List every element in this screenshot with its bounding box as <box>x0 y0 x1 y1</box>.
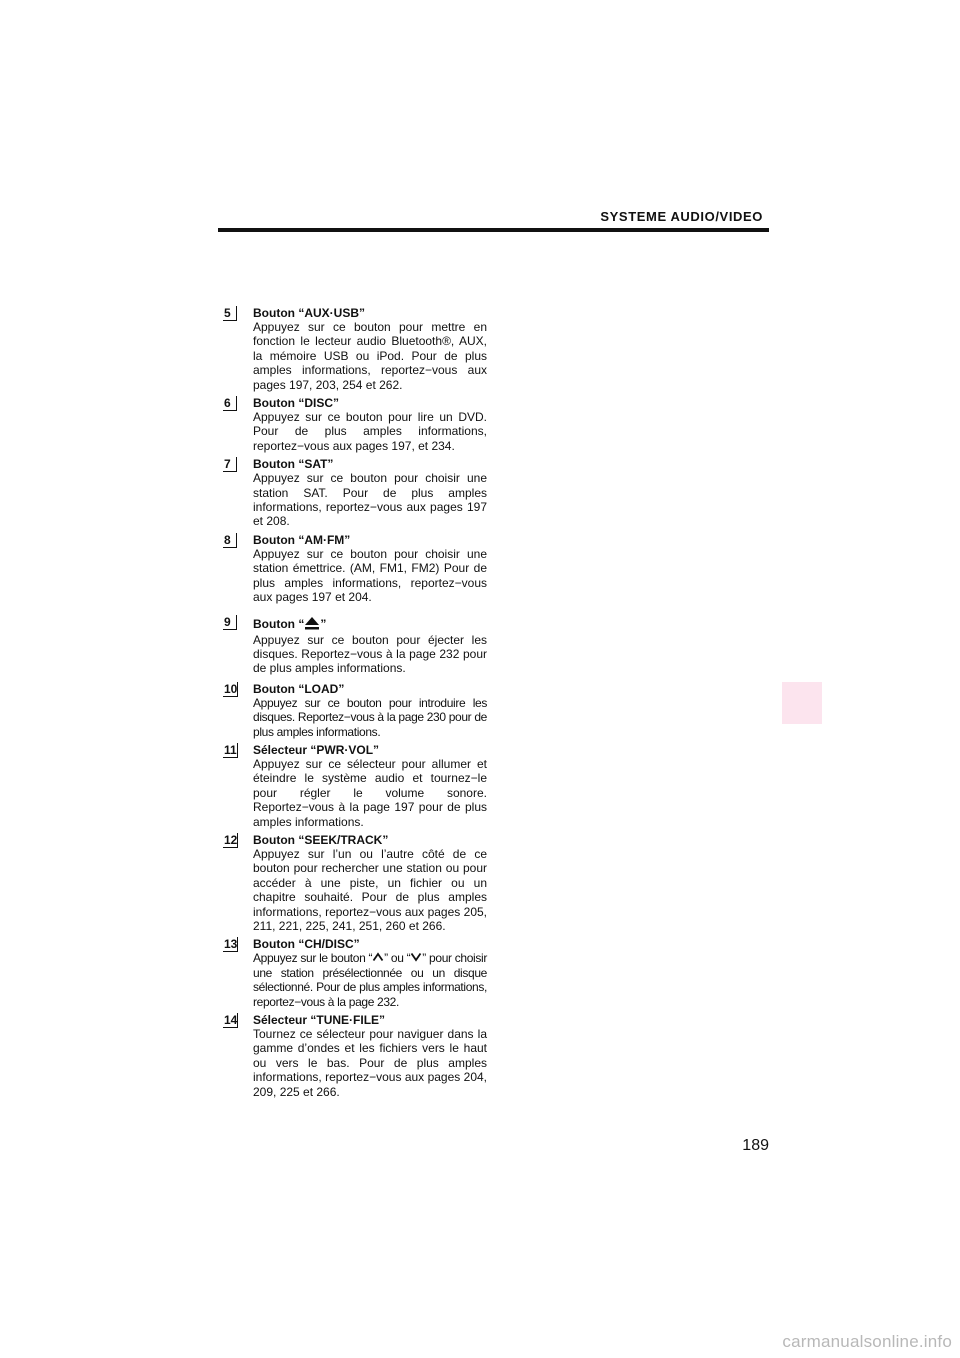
item-number: 13 <box>224 937 238 952</box>
item-description: Appuyez sur ce bouton pour choisir une station SAT. Pour de plus amples informations, reportez−vous aux pages 197 et 208. <box>253 471 487 529</box>
item-title: Sélecteur “PWR·VOL” <box>253 742 380 757</box>
item-title: Bouton “DISC” <box>253 396 339 411</box>
title-prefix: Bouton “ <box>253 616 305 631</box>
watermark: carmanualsonline.info <box>782 1332 952 1351</box>
eject-icon <box>304 616 320 630</box>
item-title: Bouton “CH/DISC” <box>253 937 360 952</box>
desc-part-3: ” pour choisir une station présélectionnée ou un disque sélectionné. Pour de plus amples informations, reportez−vous à la page 232. <box>253 951 487 1009</box>
item-title: Bouton “LOAD” <box>253 681 345 696</box>
title-suffix: ” <box>320 616 327 631</box>
item-number: 11 <box>224 742 237 757</box>
list-item <box>223 937 487 1009</box>
list-item <box>223 396 487 453</box>
item-title: Bouton “SAT” <box>253 457 334 472</box>
list-item <box>223 1013 487 1099</box>
button-description-list <box>223 306 487 1103</box>
list-item <box>223 743 487 829</box>
item-number: 5 <box>223 306 237 321</box>
item-title: Bouton “SEEK/TRACK” <box>253 832 389 847</box>
item-title: Bouton “AM·FM” <box>253 532 351 547</box>
list-item <box>223 306 487 392</box>
list-item <box>223 457 487 529</box>
item-description: Appuyez sur ce bouton pour éjecter les disques. Reportez−vous à la page 232 pour de plus amples informations. <box>253 632 487 676</box>
item-description: Appuyez sur ce bouton pour mettre en fonction le lecteur audio Bluetooth®, AUX, la mémoire USB ou iPod. Pour de plus amples informations, reportez−vous aux pages 197, 203, 254 et 262. <box>253 320 487 392</box>
item-title: Bouton “AUX·USB” <box>253 306 365 320</box>
list-item <box>223 682 487 739</box>
list-item <box>223 533 487 605</box>
item-description: Tournez ce sélecteur pour naviguer dans la gamme d’ondes et les fichiers vers le haut ou vers le bas. Pour de plus amples informations, reportez−vous aux pages 204, 209, 225 et 266. <box>253 1027 487 1099</box>
list-item <box>223 833 487 933</box>
item-title <box>253 615 487 633</box>
section-tab-marker <box>782 682 822 724</box>
item-description: Appuyez sur l’un ou l’autre côté de ce bouton pour rechercher une station ou pour accéder à une piste, un fichier ou un chapitre souhaité. Pour de plus amples informations, reportez−vous aux pages 205, 211, 221, 225, 241, 251, 260 et 266. <box>253 846 487 933</box>
chevron-up-icon <box>372 952 384 962</box>
desc-part-2: ” ou “ <box>384 951 411 966</box>
item-description: Appuyez sur ce bouton pour lire un DVD. Pour de plus amples informations, reportez−vous aux pages 197, et 234. <box>253 410 487 453</box>
page-number: 189 <box>742 1137 769 1154</box>
item-number: 8 <box>223 533 237 548</box>
item-number: 14 <box>224 1013 238 1028</box>
item-number: 7 <box>223 457 237 472</box>
chevron-down-icon <box>410 952 422 962</box>
item-number: 9 <box>223 615 237 630</box>
item-description: Appuyez sur ce bouton pour introduire les disques. Reportez−vous à la page 230 pour de plus amples informations. <box>253 695 487 739</box>
header-divider <box>218 228 769 232</box>
list-item <box>223 615 487 676</box>
item-description: Appuyez sur ce sélecteur pour allumer et éteindre le système audio et tournez−le pour régler le volume sonore. Reportez−vous à la page 197 pour de plus amples informations. <box>253 756 487 829</box>
desc-part-1: Appuyez sur le bouton “ <box>253 951 373 966</box>
section-title: SYSTEME AUDIO/VIDEO <box>600 209 763 224</box>
item-number: 6 <box>223 396 237 411</box>
item-number: 10 <box>224 681 238 696</box>
item-description <box>253 951 487 1009</box>
item-title: Sélecteur “TUNE·FILE” <box>253 1013 386 1028</box>
item-description: Appuyez sur ce bouton pour choisir une station émettrice. (AM, FM1, FM2) Pour de plus amples informations, reportez−vous aux pages 197 et 204. <box>253 546 487 605</box>
item-number: 12 <box>224 832 238 847</box>
